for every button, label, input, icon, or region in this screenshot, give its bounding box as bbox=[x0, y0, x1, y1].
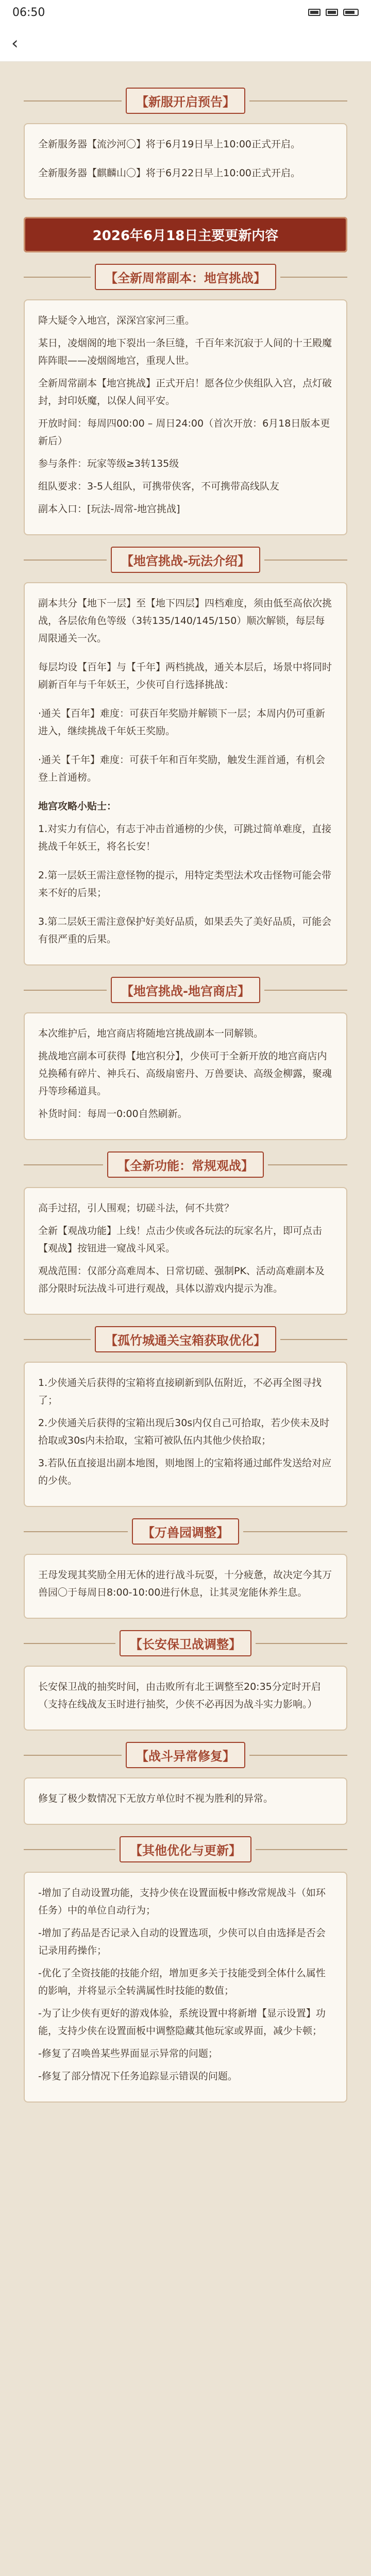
paragraph: 副本入口：[玩法-周常-地宫挑战] bbox=[38, 503, 180, 515]
section-header bbox=[24, 264, 347, 290]
card-beast bbox=[24, 1554, 347, 1619]
card-bug bbox=[24, 1777, 347, 1825]
paragraph: 修复了极少数情况下无放方单位时不视为胜利的异常。 bbox=[38, 1793, 274, 1804]
paragraph: 3.第二层妖王需注意保护好美好品质，如果丢失了美好品质，可能会有很严重的后果。 bbox=[38, 916, 332, 945]
status-time: 06:50 bbox=[12, 6, 45, 19]
paragraph: -增加了药品是否记录入自动的设置选项，少侠可以自由选择是否会记录用药操作； bbox=[38, 1927, 326, 1956]
card-preview bbox=[24, 123, 347, 199]
paragraph: 每层均设【百年】与【千年】两档挑战，通关本层后，场景中将同时刷新百年与千年妖王，少侠可自行选择挑战： bbox=[38, 662, 332, 690]
section-header bbox=[24, 547, 347, 573]
paragraph: 2.第一层妖王需注意怪物的提示，用特定类型法术攻击怪物可能会带来不好的后果； bbox=[38, 870, 332, 899]
signal-icon bbox=[308, 9, 321, 16]
paragraph: 本次维护后，地宫商店将随地宫挑战副本一同解锁。 bbox=[38, 1028, 264, 1039]
wifi-icon bbox=[326, 9, 338, 16]
section-title: 【全新功能：常规观战】 bbox=[107, 1151, 264, 1178]
back-arrow-icon[interactable]: ‹ bbox=[11, 32, 19, 54]
paragraph: 王母发现其奖励全用无休的进行战斗玩耍，十分疲惫，故决定今其万兽园〇于每周日8:00-10:00进行休息，让其灵宠能休养生息。 bbox=[38, 1569, 332, 1598]
paragraph: ·通关【百年】难度：可获百年奖励并解锁下一层；本周内仍可重新进入，继续挑战千年妖王奖励。 bbox=[38, 708, 326, 737]
paragraph: 1.少侠通关后获得的宝箱将直接刷新到队伍附近，不必再全图寻找了； bbox=[38, 1377, 322, 1406]
paragraph: -修复了部分情况下任务追踪显示错误的问题。 bbox=[38, 2071, 238, 2082]
paragraph: 3.若队伍直接退出副本地图，则地图上的宝箱将通过邮件发送给对应的少侠。 bbox=[38, 1458, 332, 1486]
paragraph: 2.少侠通关后获得的宝箱出现后30s内仅自己可拾取，若少侠未及时拾取或30s内未拾取，宝箱可被队伍内其他少侠拾取； bbox=[38, 1417, 330, 1446]
paragraph: 组队要求：3-5人组队，可携带侠客，不可携带高线队友 bbox=[38, 481, 280, 492]
section-header bbox=[24, 1742, 347, 1768]
section-title: 【长安保卫战调整】 bbox=[120, 1630, 251, 1656]
paragraph: 1.对实力有信心，有志于冲击首通榜的少侠，可跳过简单难度，直接挑战千年妖王，将名长安！ bbox=[38, 823, 332, 852]
paragraph: 高手过招，引人围观；切磋斗法，何不共赏？ bbox=[38, 1202, 234, 1214]
section-title: 【孤竹城通关宝箱获取优化】 bbox=[95, 1326, 276, 1352]
paragraph: 挑战地宫副本可获得【地宫积分】，少侠可于全新开放的地宫商店内兑换稀有碎片、神兵石、高级扇密丹、万兽要诀、高级金柳露，聚魂丹等珍稀道具。 bbox=[38, 1050, 332, 1097]
banner: 2026年6月18日主要更新内容 bbox=[24, 217, 347, 252]
section-title: 【地宫挑战-玩法介绍】 bbox=[111, 547, 260, 573]
section-header bbox=[24, 1518, 347, 1545]
nav-bar bbox=[0, 25, 371, 62]
card-weekly bbox=[24, 299, 347, 535]
paragraph: 参与条件：玩家等级≥3转135级 bbox=[38, 458, 179, 469]
paragraph: 某日，凌烟阁的地下裂出一条巨缝，千百年来沉寂于人间的十王殿魔阵阵眼——凌烟阁地宫，重现人世。 bbox=[38, 337, 332, 366]
paragraph: 地宫攻略小贴士： bbox=[38, 801, 117, 812]
section-title: 【地宫挑战-地宫商店】 bbox=[111, 977, 260, 1003]
section-header bbox=[24, 1151, 347, 1178]
card-bamboo bbox=[24, 1362, 347, 1507]
paragraph: 观战范围：仅部分高难周本、日常切磋、强制PK、活动高难副本及部分限时玩法战斗可进行观战，具体以游戏内提示为准。 bbox=[38, 1265, 325, 1294]
paragraph: -优化了全资技能的技能介绍，增加更多关于技能受到全体什么属性的影响，并将显示全转满属性时技能的数值； bbox=[38, 1968, 326, 1996]
card-shop bbox=[24, 1012, 347, 1140]
section-title: 【万兽园调整】 bbox=[132, 1518, 239, 1545]
paragraph: 降大疑令入地宫，深深宫家河三重。 bbox=[38, 315, 195, 326]
paragraph: 全新服务器【麒麟山〇】将于6月22日早上10:00正式开启。 bbox=[38, 167, 301, 179]
card-changan bbox=[24, 1666, 347, 1731]
section-header bbox=[24, 88, 347, 114]
paragraph: -为了让少侠有更好的游戏体验，系统设置中将新增【显示设置】功能，支持少侠在设置面板中调整隐藏其他玩家或界面，减少卡顿； bbox=[38, 2008, 326, 2037]
section-title: 【全新周常副本：地宫挑战】 bbox=[95, 264, 276, 290]
card-other bbox=[24, 1872, 347, 2103]
paragraph: 长安保卫战的抽奖时间，由击败所有北王调整至20:35分定时开启（支持在线战友玉时进行抽奖，少侠不必再因为战斗实力影响。） bbox=[38, 1681, 321, 1710]
section-header bbox=[24, 1836, 347, 1862]
status-bar bbox=[0, 0, 371, 25]
paragraph: 全新【观战功能】上线！点击少侠或各玩法的玩家名片，即可点击【观战】按钮进一窥战斗风采。 bbox=[38, 1225, 323, 1254]
paragraph: ·通关【千年】难度：可获千年和百年奖励，触发生涯首通，有机会登上首通榜。 bbox=[38, 754, 326, 783]
bottom-spacer bbox=[24, 2103, 347, 2112]
paragraph: -增加了自动设置功能，支持少侠在设置面板中修改常规战斗（如环任务）中的单位自动行为； bbox=[38, 1887, 326, 1916]
section-header bbox=[24, 977, 347, 1003]
section-title: 【其他优化与更新】 bbox=[120, 1836, 251, 1862]
battery-icon bbox=[343, 9, 359, 16]
section-title: 【新服开启预告】 bbox=[126, 88, 245, 114]
section-header bbox=[24, 1630, 347, 1656]
article-content bbox=[0, 62, 371, 2112]
card-vision bbox=[24, 1187, 347, 1315]
card-intro bbox=[24, 582, 347, 965]
section-header bbox=[24, 1326, 347, 1352]
paragraph: 全新服务器【流沙河〇】将于6月19日早上10:00正式开启。 bbox=[38, 139, 301, 150]
paragraph: 全新周常副本【地宫挑战】正式开启！愿各位少侠组队入宫，点灯破封，封印妖魔，以保人间平安。 bbox=[38, 378, 332, 406]
paragraph: 开放时间：每周四00:00 – 周日24:00（首次开放：6月18日版本更新后） bbox=[38, 418, 330, 447]
section-title: 【战斗异常修复】 bbox=[126, 1742, 245, 1768]
paragraph: 副本共分【地下一层】至【地下四层】四档难度，须由低至高依次挑战，各层依角色等级（3转135/140/145/150）顺次解锁，每层每周限通关一次。 bbox=[38, 598, 332, 644]
status-icons bbox=[308, 9, 359, 16]
paragraph: -修复了召唤兽某些界面显示异常的问题； bbox=[38, 2048, 218, 2059]
paragraph: 补货时间：每周一0:00自然刷新。 bbox=[38, 1108, 188, 1120]
